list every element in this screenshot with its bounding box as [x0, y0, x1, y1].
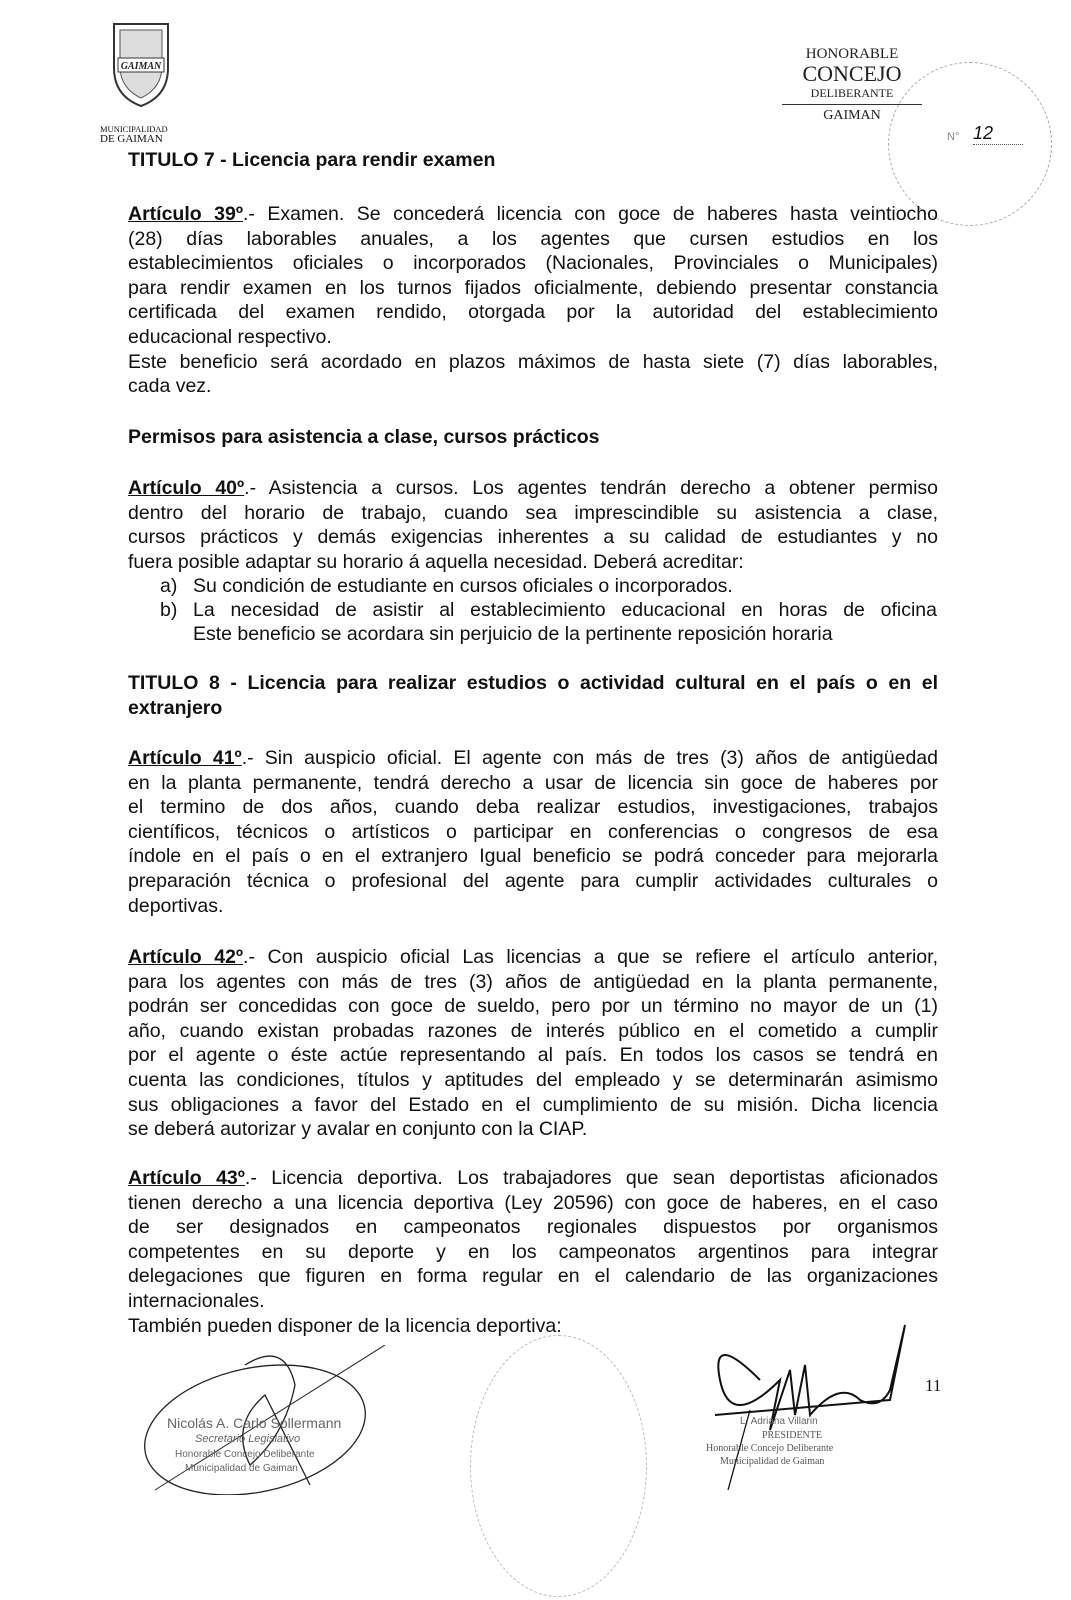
signature-left-muni: Municipalidad de Gaiman: [185, 1463, 298, 1474]
article-40-line: dentro del horario de trabajo, cuando sea imprescindible su asistencia a clase,: [128, 501, 938, 524]
signature-left-org: Honorable Concejo Deliberante: [175, 1449, 315, 1460]
article-42-line: cuenta las condiciones, títulos y aptitudes del empleado y se determinarán asimismo: [128, 1068, 938, 1091]
article-39-line: Este beneficio será acordado en plazos máximos de hasta siete (7) días laborables,: [128, 350, 938, 373]
article-40-first-line: .- Asistencia a cursos. Los agentes tendrán derecho a obtener permiso: [244, 477, 938, 499]
signature-left-name: Nicolás A. Carlo Sollermann: [167, 1415, 342, 1431]
signature-right-org: Honorable Concejo Deliberante: [706, 1443, 834, 1454]
article-40-line: cursos prácticos y demás exigencias inherentes a su calidad de estudiantes y no: [128, 526, 938, 549]
article-42: [128, 945, 938, 1142]
municipality-line2: DE GAIMAN: [100, 133, 163, 145]
titulo-7-heading: TITULO 7 - Licencia para rendir examen: [128, 149, 496, 171]
article-39: [128, 202, 938, 399]
article-41-label: Artículo 41º: [128, 747, 242, 769]
article-39-first-line: .- Examen. Se concederá licencia con goce de haberes hasta veintiocho: [242, 203, 938, 225]
signature-right-name: L. Adriana Villarin: [740, 1416, 818, 1427]
article-39-line: educacional respectivo.: [128, 325, 332, 348]
article-40: [128, 476, 938, 574]
municipal-logo: [110, 18, 172, 108]
signature-left-role: Secretario Legislativo: [195, 1433, 301, 1445]
article-42-line: para los agentes con más de tres (3) años de antigüedad en la planta permanente,: [128, 970, 938, 993]
article-41-line: deportivas.: [128, 894, 224, 917]
official-seal-stamp: [470, 1335, 647, 1597]
council-line1: HONORABLE: [805, 46, 899, 62]
logo-text: GAIMAN: [120, 61, 162, 72]
article-40-closing: Este beneficio se acordara sin perjuicio de la pertinente reposición horaria: [193, 623, 833, 645]
article-41-line: en la planta permanente, tendrá derecho a usar de licencia sin goce de haberes por: [128, 771, 938, 794]
article-39-line: establecimientos oficiales o incorporados (Nacionales, Provinciales o Municipales): [128, 252, 938, 275]
article-41: [128, 746, 938, 918]
article-39-line: para rendir examen en los turnos fijados oficialmente, debiendo presentar constancia: [128, 276, 938, 299]
article-43-line: tienen derecho a una licencia deportiva (Ley 20596) con goce de haberes, en el caso: [128, 1191, 938, 1214]
article-42-line: podrán ser concedidas con goce de sueldo, pero por un término no mayor de un (1): [128, 995, 938, 1018]
permisos-heading: Permisos para asistencia a clase, cursos prácticos: [128, 426, 600, 448]
municipality-line1: MUNICIPALIDAD: [100, 124, 168, 134]
article-39-label: Artículo 39º: [128, 203, 243, 225]
signature-right-role: PRESIDENTE: [762, 1430, 822, 1441]
council-line3: DELIBERANTE: [782, 85, 922, 105]
article-42-line: año, cuando existan probadas razones de interés público en el cometido a cumplir: [128, 1019, 938, 1042]
article-43-line: También pueden disponer de la licencia deportiva:: [128, 1314, 562, 1337]
article-43-line: delegaciones que figuren en forma regular en el calendario de las organizaciones: [128, 1265, 938, 1288]
article-42-label: Artículo 42º: [128, 946, 244, 968]
article-43-line: de ser designados en campeonatos regionales dispuestos por organismos: [128, 1216, 938, 1239]
article-39-line: certificada del examen rendido, otorgada por la autoridad del establecimiento: [128, 301, 938, 324]
list-marker-a: a): [160, 575, 178, 597]
titulo-8-heading-line1: TITULO 8 - Licencia para realizar estudios o actividad cultural en el país o en el: [128, 672, 938, 694]
municipality-name: [100, 124, 168, 144]
article-42-line: por el agente o éste actúe representando al país. En todos los casos se tendrá en: [128, 1044, 938, 1067]
council-line2: CONCEJO: [802, 61, 902, 86]
article-40-line: fuera posible adaptar su horario á aquella necesidad. Deberá acreditar:: [128, 550, 744, 573]
signature-right-muni: Municipalidad de Gaiman: [720, 1456, 825, 1467]
folio-number: 12: [973, 123, 1023, 145]
article-43-line: competentes en su deporte y en los campeonatos argentinos para integrar: [128, 1240, 938, 1263]
titulo-8-heading-line2: extranjero: [128, 697, 223, 719]
article-41-line: científicos, técnicos o artísticos o participar en conferencias o congresos de esa: [128, 820, 938, 843]
signature-right: [700, 1320, 930, 1490]
council-line4: GAIMAN: [823, 108, 881, 123]
article-43-line: internacionales.: [128, 1289, 265, 1312]
article-41-line: el termino de dos años, cuando deba realizar estudios, investigaciones, trabajos: [128, 796, 938, 819]
folio-label: N°: [947, 131, 960, 143]
article-39-line: (28) días laborables anuales, a los agentes que cursen estudios en los: [128, 227, 938, 250]
article-39-line: cada vez.: [128, 375, 212, 398]
page-number: 11: [925, 1376, 942, 1395]
article-42-line: se deberá autorizar y avalar en conjunto con la CIAP.: [128, 1118, 588, 1141]
article-43: [128, 1166, 938, 1338]
list-marker-b: b): [160, 599, 178, 621]
signature-left: [135, 1345, 405, 1495]
article-40-label: Artículo 40º: [128, 477, 245, 499]
list-item-a: Su condición de estudiante en cursos oficiales o incorporados.: [193, 575, 733, 597]
list-item-b: La necesidad de asistir al establecimiento educacional en horas de oficina: [193, 599, 937, 621]
article-43-label: Artículo 43º: [128, 1167, 245, 1189]
article-41-line: índole en el país o en el extranjero Igual beneficio se podrá conceder para mejorarla: [128, 845, 938, 868]
article-41-first-line: .- Sin auspicio oficial. El agente con más de tres (3) años de antigüedad: [241, 747, 938, 769]
article-43-first-line: .- Licencia deportiva. Los trabajadores que sean deportistas aficionados: [244, 1167, 938, 1189]
article-42-first-line: .- Con auspicio oficial Las licencias a que se refiere el artículo anterior,: [243, 946, 938, 968]
article-42-line: sus obligaciones a favor del Estado en el cumplimiento de su misión. Dicha licencia: [128, 1093, 938, 1116]
article-41-line: preparación técnica o profesional del agente para cumplir actividades culturales o: [128, 869, 938, 892]
